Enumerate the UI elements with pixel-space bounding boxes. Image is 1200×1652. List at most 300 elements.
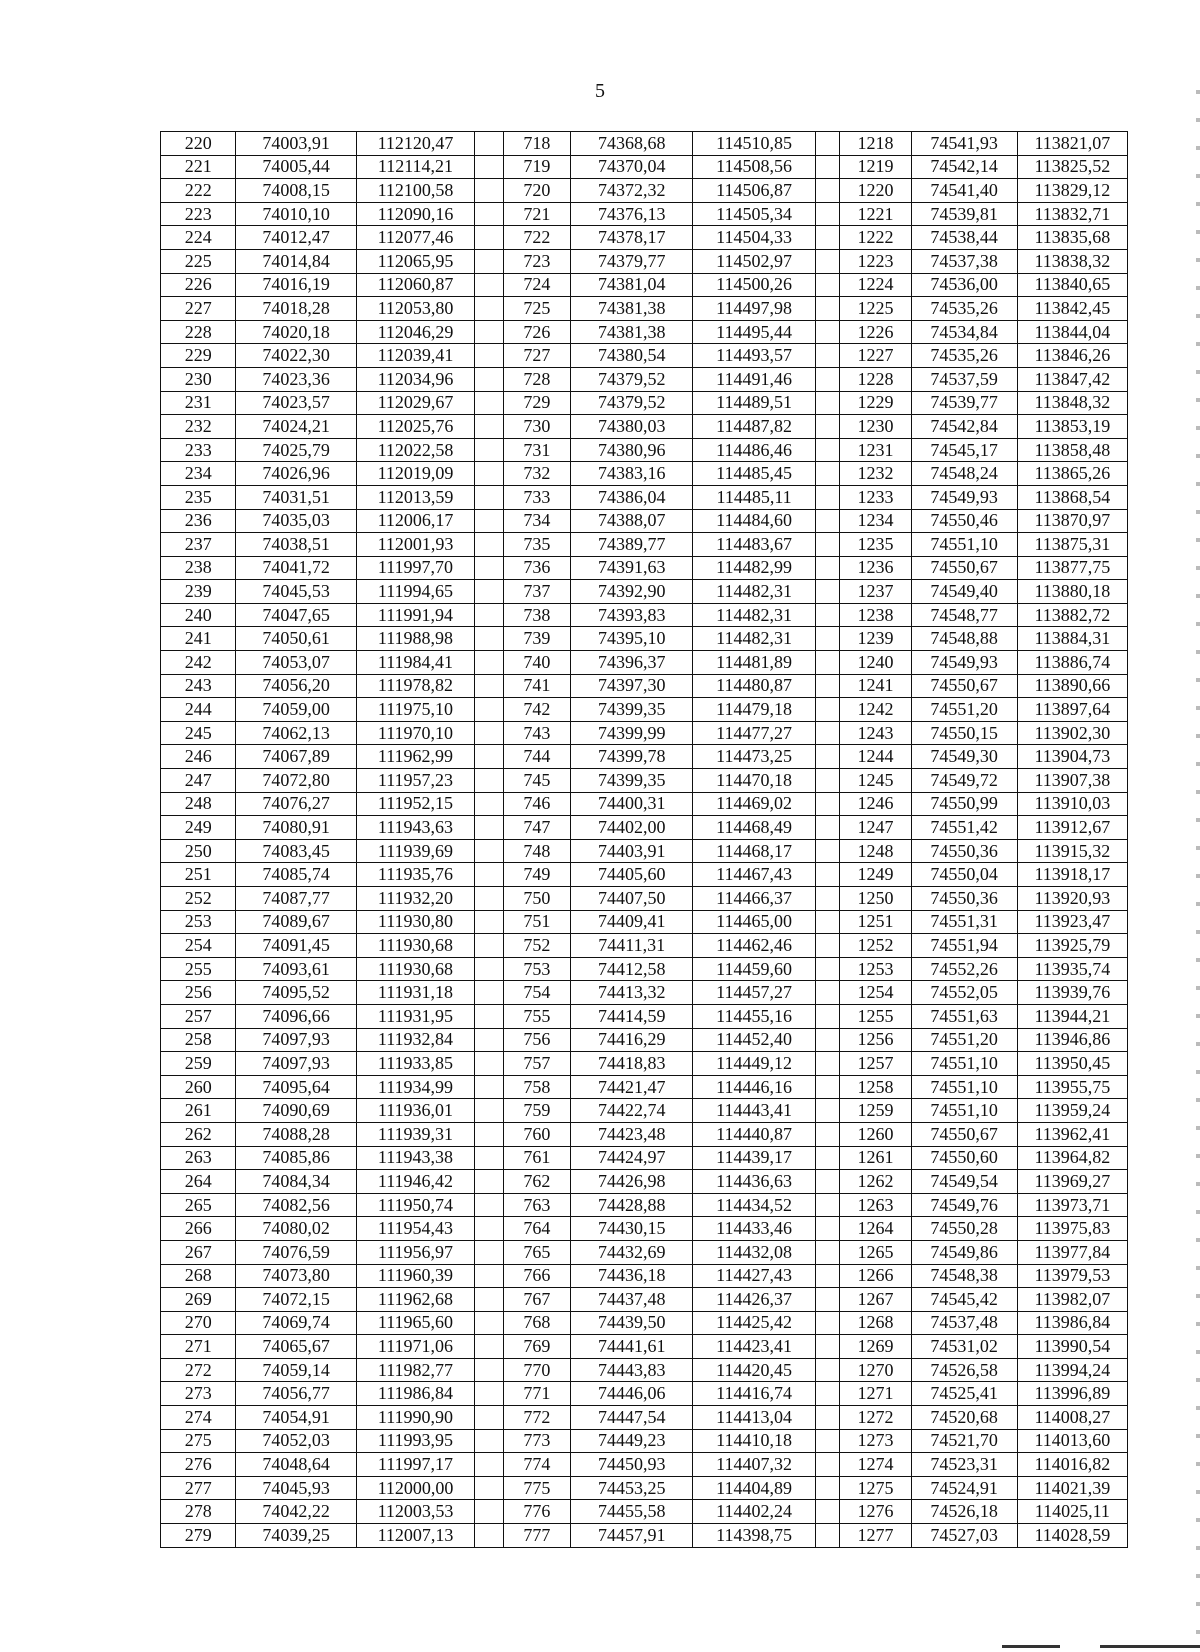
- x-coordinate-cell: 74418,83: [571, 1052, 693, 1076]
- y-coordinate-cell: 113979,53: [1017, 1264, 1127, 1288]
- point-number-cell: 724: [503, 273, 570, 297]
- y-coordinate-cell: 114025,11: [1017, 1500, 1127, 1524]
- column-separator: [815, 887, 839, 911]
- column-separator: [475, 1524, 504, 1548]
- y-coordinate-cell: 112077,46: [356, 226, 474, 250]
- x-coordinate-cell: 74424,97: [571, 1146, 693, 1170]
- x-coordinate-cell: 74548,88: [911, 627, 1017, 651]
- point-number-cell: 279: [161, 1524, 236, 1548]
- x-coordinate-cell: 74095,64: [236, 1075, 356, 1099]
- x-coordinate-cell: 74521,70: [911, 1429, 1017, 1453]
- x-coordinate-cell: 74550,28: [911, 1217, 1017, 1241]
- point-number-cell: 756: [503, 1028, 570, 1052]
- y-coordinate-cell: 114452,40: [693, 1028, 815, 1052]
- y-coordinate-cell: 111962,99: [356, 745, 474, 769]
- column-separator: [475, 1217, 504, 1241]
- y-coordinate-cell: 113853,19: [1017, 415, 1127, 439]
- column-separator: [475, 957, 504, 981]
- y-coordinate-cell: 114446,16: [693, 1075, 815, 1099]
- x-coordinate-cell: 74053,07: [236, 651, 356, 675]
- point-number-cell: 266: [161, 1217, 236, 1241]
- column-separator: [815, 674, 839, 698]
- y-coordinate-cell: 113840,65: [1017, 273, 1127, 297]
- column-separator: [815, 627, 839, 651]
- y-coordinate-cell: 113835,68: [1017, 226, 1127, 250]
- table-row: [161, 792, 1128, 816]
- column-separator: [815, 1193, 839, 1217]
- column-separator: [475, 1358, 504, 1382]
- y-coordinate-cell: 114470,18: [693, 769, 815, 793]
- table-row: [161, 674, 1128, 698]
- y-coordinate-cell: 112025,76: [356, 415, 474, 439]
- y-coordinate-cell: 111986,84: [356, 1382, 474, 1406]
- column-separator: [475, 839, 504, 863]
- column-separator: [475, 1500, 504, 1524]
- y-coordinate-cell: 113844,04: [1017, 320, 1127, 344]
- point-number-cell: 1220: [840, 179, 911, 203]
- column-separator: [815, 367, 839, 391]
- y-coordinate-cell: 111993,95: [356, 1429, 474, 1453]
- point-number-cell: 258: [161, 1028, 236, 1052]
- y-coordinate-cell: 114482,31: [693, 603, 815, 627]
- y-coordinate-cell: 114505,34: [693, 202, 815, 226]
- y-coordinate-cell: 114482,31: [693, 580, 815, 604]
- x-coordinate-cell: 74551,10: [911, 533, 1017, 557]
- y-coordinate-cell: 114482,99: [693, 556, 815, 580]
- table-row: [161, 580, 1128, 604]
- point-number-cell: 236: [161, 509, 236, 533]
- table-row: [161, 1524, 1128, 1548]
- point-number-cell: 224: [161, 226, 236, 250]
- y-coordinate-cell: 114013,60: [1017, 1429, 1127, 1453]
- point-number-cell: 754: [503, 981, 570, 1005]
- point-number-cell: 268: [161, 1264, 236, 1288]
- column-separator: [475, 1476, 504, 1500]
- y-coordinate-cell: 113994,24: [1017, 1358, 1127, 1382]
- x-coordinate-cell: 74069,74: [236, 1311, 356, 1335]
- x-coordinate-cell: 74088,28: [236, 1122, 356, 1146]
- x-coordinate-cell: 74059,14: [236, 1358, 356, 1382]
- x-coordinate-cell: 74381,04: [571, 273, 693, 297]
- column-separator: [815, 273, 839, 297]
- x-coordinate-cell: 74542,14: [911, 155, 1017, 179]
- column-separator: [475, 934, 504, 958]
- column-separator: [815, 1500, 839, 1524]
- table-row: [161, 1288, 1128, 1312]
- point-number-cell: 735: [503, 533, 570, 557]
- y-coordinate-cell: 111932,84: [356, 1028, 474, 1052]
- table-row: [161, 1217, 1128, 1241]
- table-row: [161, 603, 1128, 627]
- point-number-cell: 742: [503, 698, 570, 722]
- point-number-cell: 276: [161, 1453, 236, 1477]
- y-coordinate-cell: 111990,90: [356, 1406, 474, 1430]
- x-coordinate-cell: 74085,74: [236, 863, 356, 887]
- table-row: [161, 1075, 1128, 1099]
- y-coordinate-cell: 112000,00: [356, 1476, 474, 1500]
- x-coordinate-cell: 74065,67: [236, 1335, 356, 1359]
- table-row: [161, 485, 1128, 509]
- x-coordinate-cell: 74550,67: [911, 674, 1017, 698]
- x-coordinate-cell: 74399,35: [571, 698, 693, 722]
- y-coordinate-cell: 113969,27: [1017, 1170, 1127, 1194]
- point-number-cell: 1225: [840, 297, 911, 321]
- table-row: [161, 721, 1128, 745]
- point-number-cell: 1224: [840, 273, 911, 297]
- y-coordinate-cell: 111939,69: [356, 839, 474, 863]
- x-coordinate-cell: 74042,22: [236, 1500, 356, 1524]
- point-number-cell: 271: [161, 1335, 236, 1359]
- x-coordinate-cell: 74005,44: [236, 155, 356, 179]
- x-coordinate-cell: 74022,30: [236, 344, 356, 368]
- column-separator: [815, 391, 839, 415]
- point-number-cell: 240: [161, 603, 236, 627]
- y-coordinate-cell: 113847,42: [1017, 367, 1127, 391]
- column-separator: [475, 816, 504, 840]
- column-separator: [475, 1429, 504, 1453]
- column-separator: [475, 1311, 504, 1335]
- x-coordinate-cell: 74379,52: [571, 391, 693, 415]
- x-coordinate-cell: 74368,68: [571, 132, 693, 156]
- point-number-cell: 774: [503, 1453, 570, 1477]
- y-coordinate-cell: 113846,26: [1017, 344, 1127, 368]
- column-separator: [475, 297, 504, 321]
- point-number-cell: 244: [161, 698, 236, 722]
- y-coordinate-cell: 112100,58: [356, 179, 474, 203]
- x-coordinate-cell: 74439,50: [571, 1311, 693, 1335]
- point-number-cell: 238: [161, 556, 236, 580]
- y-coordinate-cell: 113870,97: [1017, 509, 1127, 533]
- table-row: [161, 273, 1128, 297]
- x-coordinate-cell: 74380,96: [571, 438, 693, 462]
- y-coordinate-cell: 113842,45: [1017, 297, 1127, 321]
- table-row: [161, 556, 1128, 580]
- y-coordinate-cell: 114432,08: [693, 1240, 815, 1264]
- point-number-cell: 772: [503, 1406, 570, 1430]
- column-separator: [815, 1382, 839, 1406]
- y-coordinate-cell: 113923,47: [1017, 910, 1127, 934]
- y-coordinate-cell: 114413,04: [693, 1406, 815, 1430]
- x-coordinate-cell: 74045,93: [236, 1476, 356, 1500]
- y-coordinate-cell: 114440,87: [693, 1122, 815, 1146]
- column-separator: [815, 179, 839, 203]
- x-coordinate-cell: 74453,25: [571, 1476, 693, 1500]
- point-number-cell: 744: [503, 745, 570, 769]
- y-coordinate-cell: 114481,89: [693, 651, 815, 675]
- x-coordinate-cell: 74380,54: [571, 344, 693, 368]
- x-coordinate-cell: 74397,30: [571, 674, 693, 698]
- point-number-cell: 246: [161, 745, 236, 769]
- point-number-cell: 722: [503, 226, 570, 250]
- point-number-cell: 729: [503, 391, 570, 415]
- x-coordinate-cell: 74379,52: [571, 367, 693, 391]
- point-number-cell: 220: [161, 132, 236, 156]
- table-row: [161, 1099, 1128, 1123]
- point-number-cell: 231: [161, 391, 236, 415]
- x-coordinate-cell: 74080,02: [236, 1217, 356, 1241]
- x-coordinate-cell: 74416,29: [571, 1028, 693, 1052]
- x-coordinate-cell: 74399,35: [571, 769, 693, 793]
- x-coordinate-cell: 74090,69: [236, 1099, 356, 1123]
- table-row: [161, 769, 1128, 793]
- x-coordinate-cell: 74549,40: [911, 580, 1017, 604]
- y-coordinate-cell: 114469,02: [693, 792, 815, 816]
- y-coordinate-cell: 112003,53: [356, 1500, 474, 1524]
- point-number-cell: 1241: [840, 674, 911, 698]
- column-separator: [815, 698, 839, 722]
- table-row: [161, 1500, 1128, 1524]
- y-coordinate-cell: 114477,27: [693, 721, 815, 745]
- y-coordinate-cell: 114462,46: [693, 934, 815, 958]
- x-coordinate-cell: 74056,20: [236, 674, 356, 698]
- y-coordinate-cell: 111956,97: [356, 1240, 474, 1264]
- x-coordinate-cell: 74539,81: [911, 202, 1017, 226]
- x-coordinate-cell: 74414,59: [571, 1004, 693, 1028]
- point-number-cell: 721: [503, 202, 570, 226]
- column-separator: [475, 1193, 504, 1217]
- y-coordinate-cell: 114434,52: [693, 1193, 815, 1217]
- point-number-cell: 761: [503, 1146, 570, 1170]
- table-row: [161, 509, 1128, 533]
- x-coordinate-cell: 74097,93: [236, 1028, 356, 1052]
- x-coordinate-cell: 74023,36: [236, 367, 356, 391]
- x-coordinate-cell: 74038,51: [236, 533, 356, 557]
- y-coordinate-cell: 113918,17: [1017, 863, 1127, 887]
- x-coordinate-cell: 74550,04: [911, 863, 1017, 887]
- point-number-cell: 739: [503, 627, 570, 651]
- point-number-cell: 1266: [840, 1264, 911, 1288]
- y-coordinate-cell: 114028,59: [1017, 1524, 1127, 1548]
- x-coordinate-cell: 74542,84: [911, 415, 1017, 439]
- x-coordinate-cell: 74436,18: [571, 1264, 693, 1288]
- point-number-cell: 1251: [840, 910, 911, 934]
- y-coordinate-cell: 113902,30: [1017, 721, 1127, 745]
- point-number-cell: 1252: [840, 934, 911, 958]
- point-number-cell: 775: [503, 1476, 570, 1500]
- point-number-cell: 777: [503, 1524, 570, 1548]
- column-separator: [815, 1075, 839, 1099]
- y-coordinate-cell: 112029,67: [356, 391, 474, 415]
- y-coordinate-cell: 111946,42: [356, 1170, 474, 1194]
- y-coordinate-cell: 113962,41: [1017, 1122, 1127, 1146]
- x-coordinate-cell: 74059,00: [236, 698, 356, 722]
- y-coordinate-cell: 113973,71: [1017, 1193, 1127, 1217]
- point-number-cell: 767: [503, 1288, 570, 1312]
- column-separator: [475, 981, 504, 1005]
- y-coordinate-cell: 111988,98: [356, 627, 474, 651]
- point-number-cell: 253: [161, 910, 236, 934]
- table-row: [161, 910, 1128, 934]
- x-coordinate-cell: 74020,18: [236, 320, 356, 344]
- column-separator: [815, 603, 839, 627]
- point-number-cell: 248: [161, 792, 236, 816]
- column-separator: [475, 863, 504, 887]
- column-separator: [475, 485, 504, 509]
- point-number-cell: 1227: [840, 344, 911, 368]
- y-coordinate-cell: 114433,46: [693, 1217, 815, 1241]
- point-number-cell: 1257: [840, 1052, 911, 1076]
- x-coordinate-cell: 74080,91: [236, 816, 356, 840]
- point-number-cell: 257: [161, 1004, 236, 1028]
- column-separator: [475, 1240, 504, 1264]
- x-coordinate-cell: 74003,91: [236, 132, 356, 156]
- point-number-cell: 239: [161, 580, 236, 604]
- x-coordinate-cell: 74392,90: [571, 580, 693, 604]
- column-separator: [815, 485, 839, 509]
- y-coordinate-cell: 111931,95: [356, 1004, 474, 1028]
- point-number-cell: 242: [161, 651, 236, 675]
- y-coordinate-cell: 111962,68: [356, 1288, 474, 1312]
- x-coordinate-cell: 74087,77: [236, 887, 356, 911]
- column-separator: [815, 580, 839, 604]
- point-number-cell: 768: [503, 1311, 570, 1335]
- point-number-cell: 1261: [840, 1146, 911, 1170]
- y-coordinate-cell: 113920,93: [1017, 887, 1127, 911]
- column-separator: [815, 1476, 839, 1500]
- point-number-cell: 232: [161, 415, 236, 439]
- x-coordinate-cell: 74023,57: [236, 391, 356, 415]
- column-separator: [475, 674, 504, 698]
- y-coordinate-cell: 111943,63: [356, 816, 474, 840]
- table-row: [161, 839, 1128, 863]
- table-row: [161, 863, 1128, 887]
- y-coordinate-cell: 111997,17: [356, 1453, 474, 1477]
- y-coordinate-cell: 111936,01: [356, 1099, 474, 1123]
- column-separator: [475, 887, 504, 911]
- x-coordinate-cell: 74536,00: [911, 273, 1017, 297]
- x-coordinate-cell: 74423,48: [571, 1122, 693, 1146]
- table-row: [161, 1429, 1128, 1453]
- y-coordinate-cell: 113884,31: [1017, 627, 1127, 651]
- point-number-cell: 1218: [840, 132, 911, 156]
- y-coordinate-cell: 114508,56: [693, 155, 815, 179]
- x-coordinate-cell: 74549,54: [911, 1170, 1017, 1194]
- x-coordinate-cell: 74550,46: [911, 509, 1017, 533]
- column-separator: [475, 391, 504, 415]
- point-number-cell: 1231: [840, 438, 911, 462]
- x-coordinate-cell: 74550,67: [911, 1122, 1017, 1146]
- table-row: [161, 1122, 1128, 1146]
- y-coordinate-cell: 113925,79: [1017, 934, 1127, 958]
- y-coordinate-cell: 113890,66: [1017, 674, 1127, 698]
- x-coordinate-cell: 74539,77: [911, 391, 1017, 415]
- x-coordinate-cell: 74379,77: [571, 249, 693, 273]
- point-number-cell: 1259: [840, 1099, 911, 1123]
- column-separator: [475, 1264, 504, 1288]
- point-number-cell: 1269: [840, 1335, 911, 1359]
- column-separator: [475, 603, 504, 627]
- table-row: [161, 1004, 1128, 1028]
- x-coordinate-cell: 74537,59: [911, 367, 1017, 391]
- x-coordinate-cell: 74551,20: [911, 1028, 1017, 1052]
- point-number-cell: 275: [161, 1429, 236, 1453]
- column-separator: [815, 249, 839, 273]
- x-coordinate-cell: 74054,91: [236, 1406, 356, 1430]
- column-separator: [815, 1052, 839, 1076]
- y-coordinate-cell: 111991,94: [356, 603, 474, 627]
- y-coordinate-cell: 113990,54: [1017, 1335, 1127, 1359]
- x-coordinate-cell: 74400,31: [571, 792, 693, 816]
- point-number-cell: 728: [503, 367, 570, 391]
- x-coordinate-cell: 74376,13: [571, 202, 693, 226]
- x-coordinate-cell: 74025,79: [236, 438, 356, 462]
- column-separator: [475, 1028, 504, 1052]
- point-number-cell: 272: [161, 1358, 236, 1382]
- x-coordinate-cell: 74031,51: [236, 485, 356, 509]
- point-number-cell: 733: [503, 485, 570, 509]
- table-row: [161, 297, 1128, 321]
- y-coordinate-cell: 114423,41: [693, 1335, 815, 1359]
- y-coordinate-cell: 111982,77: [356, 1358, 474, 1382]
- y-coordinate-cell: 113880,18: [1017, 580, 1127, 604]
- x-coordinate-cell: 74412,58: [571, 957, 693, 981]
- y-coordinate-cell: 113825,52: [1017, 155, 1127, 179]
- x-coordinate-cell: 74443,83: [571, 1358, 693, 1382]
- table-row: [161, 981, 1128, 1005]
- column-separator: [815, 745, 839, 769]
- column-separator: [475, 438, 504, 462]
- x-coordinate-cell: 74527,03: [911, 1524, 1017, 1548]
- column-separator: [815, 1122, 839, 1146]
- point-number-cell: 1240: [840, 651, 911, 675]
- y-coordinate-cell: 114443,41: [693, 1099, 815, 1123]
- column-separator: [815, 344, 839, 368]
- y-coordinate-cell: 111975,10: [356, 698, 474, 722]
- column-separator: [815, 297, 839, 321]
- y-coordinate-cell: 113886,74: [1017, 651, 1127, 675]
- point-number-cell: 249: [161, 816, 236, 840]
- y-coordinate-cell: 113838,32: [1017, 249, 1127, 273]
- x-coordinate-cell: 74421,47: [571, 1075, 693, 1099]
- table-row: [161, 1476, 1128, 1500]
- point-number-cell: 741: [503, 674, 570, 698]
- y-coordinate-cell: 113946,86: [1017, 1028, 1127, 1052]
- scan-edge-marks: [1196, 90, 1200, 1650]
- point-number-cell: 1246: [840, 792, 911, 816]
- x-coordinate-cell: 74449,23: [571, 1429, 693, 1453]
- column-separator: [815, 792, 839, 816]
- column-separator: [815, 226, 839, 250]
- table-row: [161, 438, 1128, 462]
- point-number-cell: 736: [503, 556, 570, 580]
- column-separator: [815, 910, 839, 934]
- y-coordinate-cell: 114436,63: [693, 1170, 815, 1194]
- y-coordinate-cell: 114457,27: [693, 981, 815, 1005]
- table-row: [161, 1264, 1128, 1288]
- x-coordinate-cell: 74545,42: [911, 1288, 1017, 1312]
- column-separator: [475, 769, 504, 793]
- y-coordinate-cell: 113832,71: [1017, 202, 1127, 226]
- y-coordinate-cell: 113959,24: [1017, 1099, 1127, 1123]
- scan-bottom-mark: [1002, 1645, 1060, 1648]
- x-coordinate-cell: 74062,13: [236, 721, 356, 745]
- table-row: [161, 1146, 1128, 1170]
- point-number-cell: 737: [503, 580, 570, 604]
- y-coordinate-cell: 113955,75: [1017, 1075, 1127, 1099]
- column-separator: [475, 344, 504, 368]
- x-coordinate-cell: 74097,93: [236, 1052, 356, 1076]
- y-coordinate-cell: 112065,95: [356, 249, 474, 273]
- x-coordinate-cell: 74550,60: [911, 1146, 1017, 1170]
- point-number-cell: 223: [161, 202, 236, 226]
- column-separator: [815, 533, 839, 557]
- x-coordinate-cell: 74432,69: [571, 1240, 693, 1264]
- column-separator: [815, 1217, 839, 1241]
- x-coordinate-cell: 74551,10: [911, 1099, 1017, 1123]
- table-row: [161, 1052, 1128, 1076]
- column-separator: [475, 698, 504, 722]
- column-separator: [475, 509, 504, 533]
